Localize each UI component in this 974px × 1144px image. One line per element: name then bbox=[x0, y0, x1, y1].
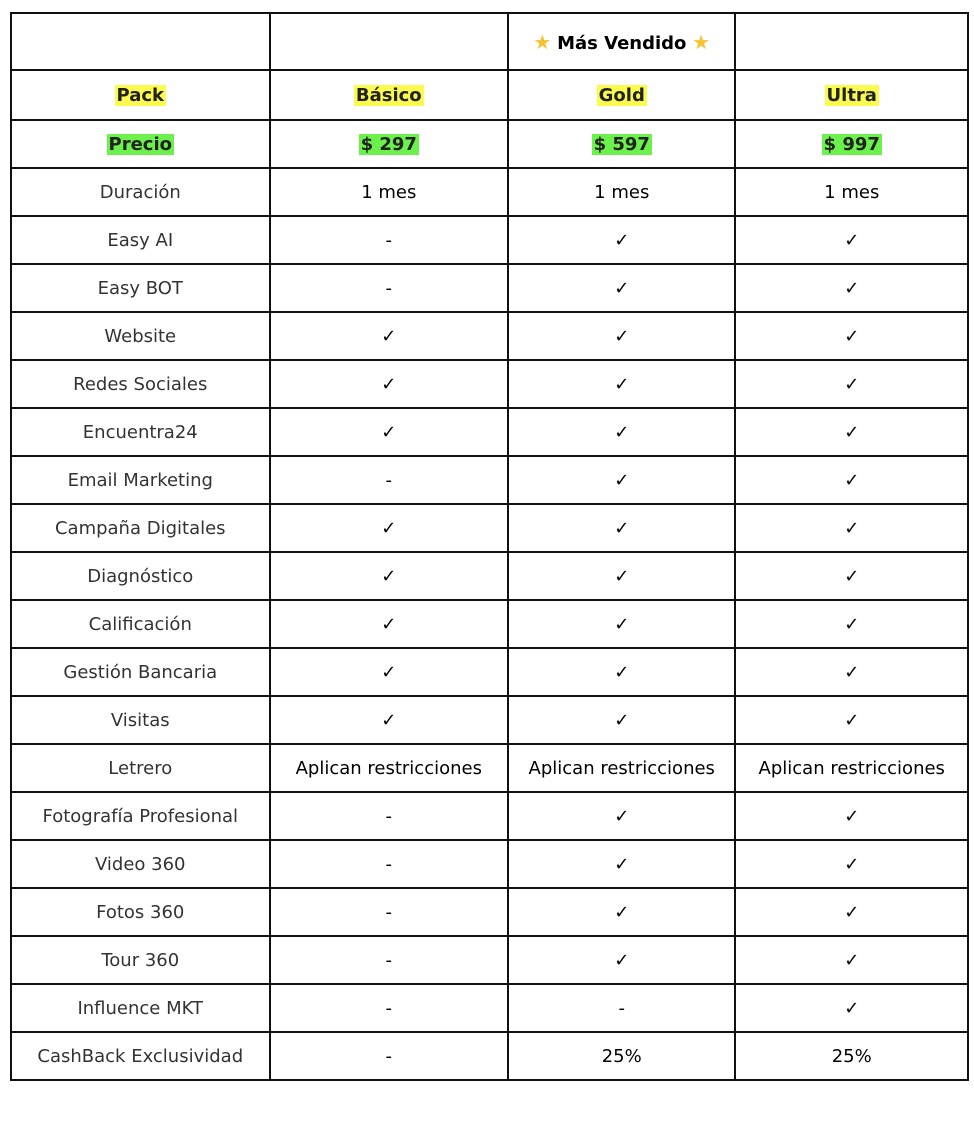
check-icon: ✓ bbox=[508, 456, 735, 504]
feature-value: - bbox=[270, 216, 508, 264]
feature-row bbox=[11, 312, 968, 360]
badge-row bbox=[11, 13, 968, 70]
feature-name: Redes Sociales bbox=[11, 360, 270, 408]
feature-value: Aplican restricciones bbox=[735, 744, 968, 792]
plan-ultra: Ultra bbox=[826, 84, 877, 106]
pricing-table bbox=[10, 12, 969, 1081]
feature-value: - bbox=[270, 984, 508, 1032]
feature-row bbox=[11, 936, 968, 984]
price-label: Precio bbox=[108, 133, 172, 155]
feature-value: 25% bbox=[735, 1032, 968, 1080]
check-icon: ✓ bbox=[508, 552, 735, 600]
check-icon: ✓ bbox=[508, 648, 735, 696]
feature-name: Tour 360 bbox=[11, 936, 270, 984]
check-icon: ✓ bbox=[735, 792, 968, 840]
feature-value: - bbox=[270, 264, 508, 312]
feature-value: - bbox=[270, 936, 508, 984]
feature-row bbox=[11, 408, 968, 456]
check-icon: ✓ bbox=[508, 888, 735, 936]
feature-name: Fotografía Profesional bbox=[11, 792, 270, 840]
feature-name: Easy AI bbox=[11, 216, 270, 264]
check-icon: ✓ bbox=[508, 504, 735, 552]
feature-name: Diagnóstico bbox=[11, 552, 270, 600]
check-icon: ✓ bbox=[270, 408, 508, 456]
feature-value: 25% bbox=[508, 1032, 735, 1080]
feature-name: CashBack Exclusividad bbox=[11, 1032, 270, 1080]
check-icon: ✓ bbox=[735, 360, 968, 408]
feature-name: Email Marketing bbox=[11, 456, 270, 504]
feature-name: Gestión Bancaria bbox=[11, 648, 270, 696]
check-icon: ✓ bbox=[508, 312, 735, 360]
check-icon: ✓ bbox=[735, 504, 968, 552]
check-icon: ✓ bbox=[735, 648, 968, 696]
feature-row bbox=[11, 648, 968, 696]
check-icon: ✓ bbox=[735, 264, 968, 312]
check-icon: ✓ bbox=[508, 696, 735, 744]
feature-row bbox=[11, 744, 968, 792]
check-icon: ✓ bbox=[270, 504, 508, 552]
feature-row bbox=[11, 984, 968, 1032]
check-icon: ✓ bbox=[735, 216, 968, 264]
feature-name: Fotos 360 bbox=[11, 888, 270, 936]
check-icon: ✓ bbox=[735, 312, 968, 360]
check-icon: ✓ bbox=[735, 696, 968, 744]
feature-row bbox=[11, 456, 968, 504]
feature-name: Easy BOT bbox=[11, 264, 270, 312]
check-icon: ✓ bbox=[735, 552, 968, 600]
feature-value: - bbox=[270, 888, 508, 936]
feature-row bbox=[11, 1032, 968, 1080]
feature-row bbox=[11, 168, 968, 216]
check-icon: ✓ bbox=[508, 360, 735, 408]
feature-value: Aplican restricciones bbox=[270, 744, 508, 792]
check-icon: ✓ bbox=[735, 600, 968, 648]
check-icon: ✓ bbox=[508, 792, 735, 840]
check-icon: ✓ bbox=[270, 648, 508, 696]
feature-name: Video 360 bbox=[11, 840, 270, 888]
check-icon: ✓ bbox=[735, 840, 968, 888]
feature-value: Aplican restricciones bbox=[508, 744, 735, 792]
check-icon: ✓ bbox=[270, 600, 508, 648]
feature-name: Encuentra24 bbox=[11, 408, 270, 456]
feature-row bbox=[11, 888, 968, 936]
price-ultra: $ 997 bbox=[823, 133, 880, 155]
check-icon: ✓ bbox=[508, 264, 735, 312]
price-basico: $ 297 bbox=[360, 133, 417, 155]
feature-name: Influence MKT bbox=[11, 984, 270, 1032]
feature-row bbox=[11, 264, 968, 312]
feature-row bbox=[11, 552, 968, 600]
star-icon: ★ bbox=[533, 29, 552, 54]
feature-value: 1 mes bbox=[270, 168, 508, 216]
feature-row bbox=[11, 216, 968, 264]
plan-gold: Gold bbox=[598, 84, 645, 106]
feature-name: Campaña Digitales bbox=[11, 504, 270, 552]
best-seller-badge: ★ Más Vendido ★ bbox=[508, 13, 735, 70]
feature-name: Duración bbox=[11, 168, 270, 216]
check-icon: ✓ bbox=[508, 408, 735, 456]
check-icon: ✓ bbox=[735, 888, 968, 936]
star-icon: ★ bbox=[692, 29, 711, 54]
check-icon: ✓ bbox=[270, 312, 508, 360]
feature-name: Calificación bbox=[11, 600, 270, 648]
feature-value: - bbox=[270, 840, 508, 888]
feature-row bbox=[11, 696, 968, 744]
feature-value: - bbox=[270, 1032, 508, 1080]
check-icon: ✓ bbox=[735, 456, 968, 504]
pack-label: Pack bbox=[116, 84, 165, 106]
check-icon: ✓ bbox=[270, 552, 508, 600]
plan-header-row bbox=[11, 70, 968, 120]
feature-value: - bbox=[508, 984, 735, 1032]
feature-row bbox=[11, 360, 968, 408]
check-icon: ✓ bbox=[270, 696, 508, 744]
feature-value: 1 mes bbox=[508, 168, 735, 216]
check-icon: ✓ bbox=[508, 600, 735, 648]
feature-name: Letrero bbox=[11, 744, 270, 792]
check-icon: ✓ bbox=[735, 408, 968, 456]
check-icon: ✓ bbox=[735, 984, 968, 1032]
check-icon: ✓ bbox=[270, 360, 508, 408]
feature-row bbox=[11, 840, 968, 888]
feature-value: 1 mes bbox=[735, 168, 968, 216]
feature-row bbox=[11, 792, 968, 840]
plan-basico: Básico bbox=[355, 84, 422, 106]
feature-name: Website bbox=[11, 312, 270, 360]
feature-name: Visitas bbox=[11, 696, 270, 744]
feature-value: - bbox=[270, 456, 508, 504]
price-gold: $ 597 bbox=[593, 133, 650, 155]
feature-row bbox=[11, 504, 968, 552]
check-icon: ✓ bbox=[735, 936, 968, 984]
price-row bbox=[11, 120, 968, 168]
feature-row bbox=[11, 600, 968, 648]
check-icon: ✓ bbox=[508, 216, 735, 264]
check-icon: ✓ bbox=[508, 936, 735, 984]
check-icon: ✓ bbox=[508, 840, 735, 888]
feature-value: - bbox=[270, 792, 508, 840]
